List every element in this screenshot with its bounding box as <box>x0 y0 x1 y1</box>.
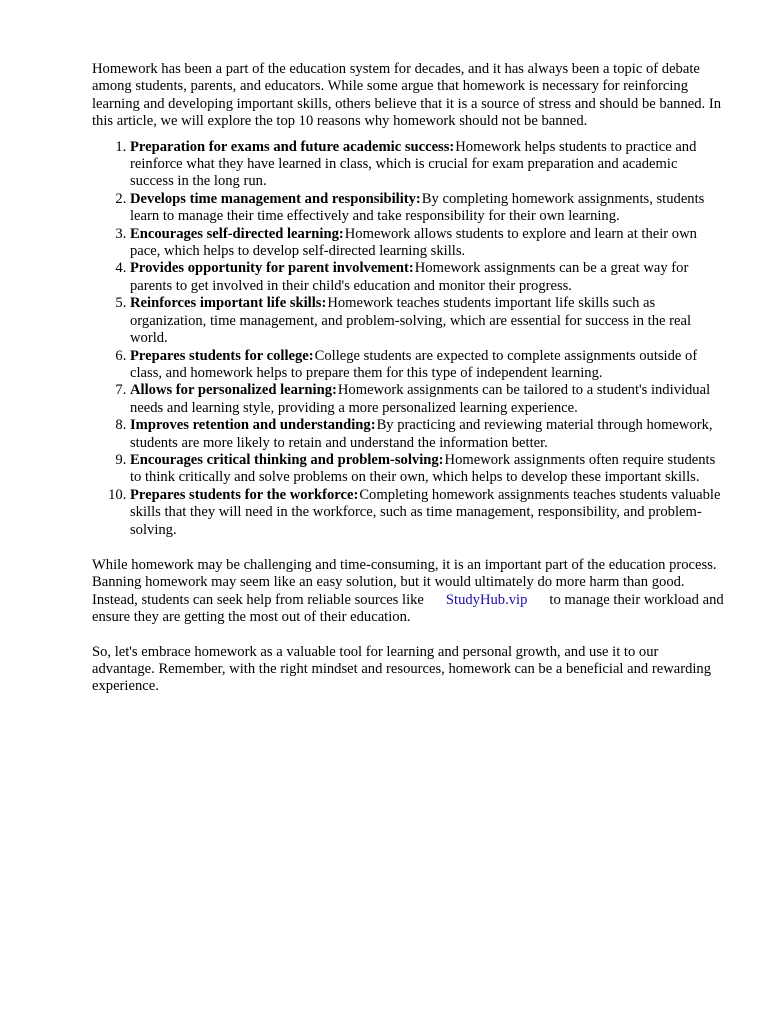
list-item <box>130 452 724 487</box>
reason-term: Prepares students for college: <box>130 347 314 364</box>
reasons-list <box>92 139 724 539</box>
reason-term: Encourages critical thinking and problem-solving: <box>130 451 444 468</box>
reason-text: Homework assignments can be a great way for parents to get involved in their child's education and monitor their progress. <box>130 260 689 294</box>
list-item <box>130 226 724 261</box>
list-item <box>130 487 724 539</box>
reason-text: Homework assignments often require students to think critically and solve problems on their own, which helps to develop these important skills. <box>130 451 716 486</box>
list-item <box>130 295 724 347</box>
reason-text: Homework assignments can be tailored to a student's individual needs and learning style, providing a more personalized learning experience. <box>130 382 711 416</box>
reason-term: Preparation for exams and future academic success: <box>130 138 455 155</box>
reason-term: Allows for personalized learning: <box>130 382 337 399</box>
reason-term: Develops time management and responsibility: <box>130 190 421 207</box>
reason-term: Encourages self-directed learning: <box>130 225 344 242</box>
conclusion-text-start: While homework may be challenging and time-consuming, it is an important part of the education process. Banning homework may seem like an easy solution, but it would ultimately do more harm than good. Instead, students can seek help from reliable sources like <box>92 556 717 608</box>
reason-text: Homework helps students to practice and reinforce what they have learned in class, which is crucial for exam preparation and academic success in the long run. <box>130 138 697 190</box>
list-item <box>130 191 724 226</box>
document-page <box>92 61 724 713</box>
reason-text: Completing homework assignments teaches students valuable skills that they will need in the workforce, such as time management, responsibility, and problem-solving. <box>130 486 721 538</box>
list-item <box>130 417 724 452</box>
studyhub-link[interactable]: StudyHub.vip <box>445 591 528 608</box>
list-item <box>130 260 724 295</box>
closing-paragraph: So, let's embrace homework as a valuable tool for learning and personal growth, and use it to our advantage. Remember, with the right mindset and resources, homework can be a beneficial and rewarding experience. <box>92 643 712 695</box>
reason-term: Prepares students for the workforce: <box>130 486 359 503</box>
reason-term: Provides opportunity for parent involvement: <box>130 260 414 277</box>
reason-term: Reinforces important life skills: <box>130 295 327 312</box>
reason-text: By practicing and reviewing material through homework, students are more likely to retain and understand the information better. <box>130 417 713 451</box>
reason-term: Improves retention and understanding: <box>130 417 376 434</box>
reason-text: By completing homework assignments, students learn to manage their time effectively and take responsibility for their own learning. <box>130 190 705 225</box>
reason-text: Homework teaches students important life skills such as organization, time management, and problem-solving, which are essential for success in the real world. <box>130 295 692 347</box>
list-item <box>130 139 724 191</box>
reason-text: College students are expected to complete assignments outside of class, and homework helps to prepare them for this type of independent learning. <box>130 347 698 381</box>
reason-text: Homework allows students to explore and learn at their own pace, which helps to develop self-directed learning skills. <box>130 225 697 260</box>
conclusion-text-end: to manage their workload and ensure they are getting the most out of their education. <box>92 591 724 626</box>
intro-paragraph: Homework has been a part of the education system for decades, and it has always been a topic of debate among students, parents, and educators. While some argue that homework is necessary for reinforcing learning and developing important skills, others believe that it is a source of stress and should be banned. In this article, we will explore the top 10 reasons why homework should not be banned. <box>92 61 722 130</box>
list-item <box>130 348 724 383</box>
list-item <box>130 382 724 417</box>
conclusion-paragraph <box>92 557 724 627</box>
